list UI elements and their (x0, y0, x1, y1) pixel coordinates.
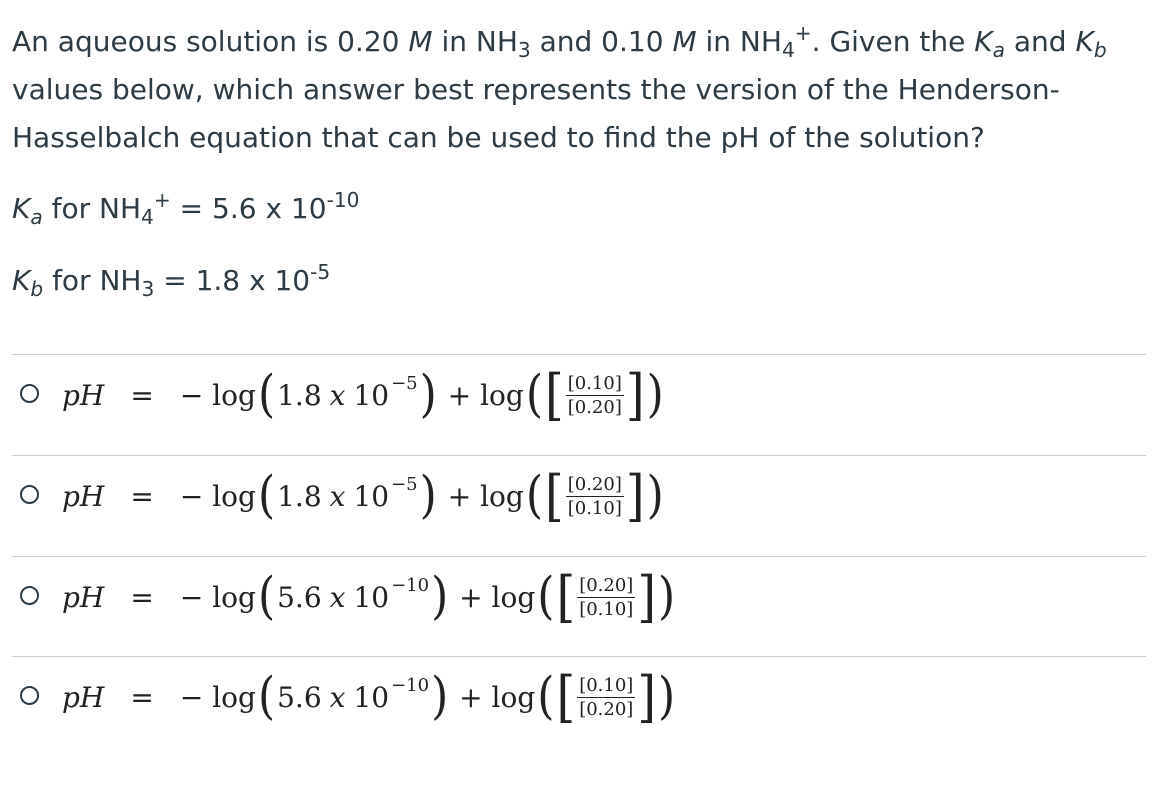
radio-button[interactable] (20, 686, 39, 705)
answer-option-4[interactable] (12, 657, 1146, 757)
answer-option-2[interactable] (12, 456, 1146, 556)
equation: pH = − log ( 1.8 x 10 −5 ) + log ( [ $\frac{[0.10]}{[0.20]}$ ] ) (62, 362, 664, 428)
answer-option-3[interactable] (12, 557, 1146, 657)
radio-button[interactable] (20, 485, 39, 504)
concentration-ratio: $\frac{[0.20]}{[0.10]}$ (579, 574, 634, 620)
question-line-2: values below, which answer best represents the version of the Henderson- (12, 73, 1060, 106)
concentration-ratio: $\frac{[0.10]}{[0.20]}$ (579, 674, 634, 720)
radio-button[interactable] (20, 384, 39, 403)
radio-button[interactable] (20, 586, 39, 605)
question-line-3: Hasselbalch equation that can be used to find the pH of the solution? (12, 121, 985, 154)
question-line-1: An aqueous solution is 0.20 M in $NH_3$ and 0.10 M in $NH_4^+$. Given the $K_a$ and $K_b$ (12, 20, 1107, 62)
concentration-ratio: $\frac{[0.20]}{[0.10]}$ (567, 473, 622, 519)
equation: pH = − log ( 1.8 x 10 −5 ) + log ( [ $\frac{[0.20]}{[0.10]}$ ] ) (62, 463, 664, 529)
kb-value-line: $K_b$ for $NH_3 = 1.8$ x $10^{-5}$ (12, 259, 331, 301)
answer-option-1[interactable] (12, 355, 1146, 455)
question-text (12, 18, 1152, 162)
equation: pH = − log ( 5.6 x 10 −10 ) + log ( [ $\frac{[0.20]}{[0.10]}$ ] ) (62, 564, 676, 630)
ka-value-line: $K_a$ for $NH_4^+ = 5.6$ x $10^{-10}$ (12, 187, 360, 229)
equation: pH = − log ( 5.6 x 10 −10 ) + log ( [ $\frac{[0.10]}{[0.20]}$ ] ) (62, 664, 676, 730)
concentration-ratio: $\frac{[0.10]}{[0.20]}$ (567, 372, 622, 418)
